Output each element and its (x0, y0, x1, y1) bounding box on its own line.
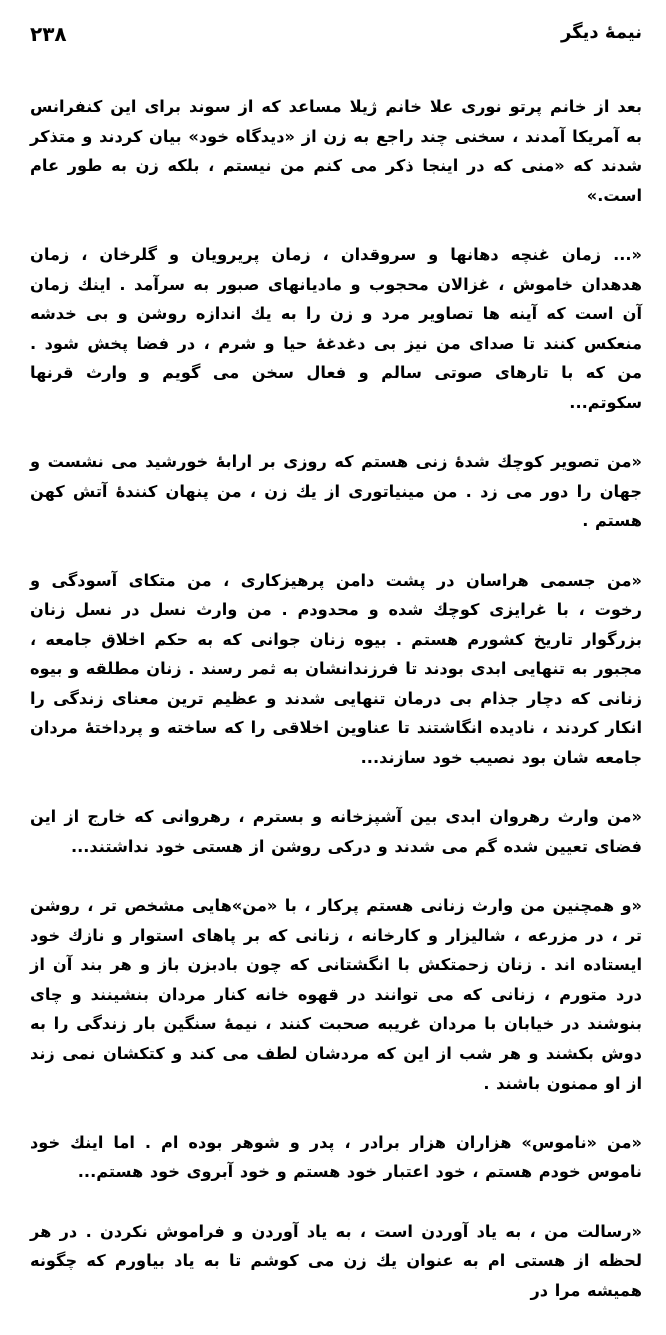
body-text (30, 92, 642, 1335)
paragraph: «من جسمی هراسان در پشت دامن پرهیزکاری ، من متکای آسودگی و رخوت ، با غرایزی کوچك شده و محدودم . من وارث نسل در نسل زنان بزرگوار تاریخ کشورم هستم . بیوه زنان جوانی که به حکم اخلاق جامعه ، مجبور به تنهایی ابدی بودند تا فرزندانشان به ثمر رسند . زنان مطلقه و بیوه زنانی که دچار جذام بی درمان تنهایی شدند و عظیم ترین معنای زندگی را انکار کردند ، نادیده انگاشتند تا عناوین اخلاقی را که ساخته و پرداختهٔ مردان جامعه شان بود نصیب خود سازند... (30, 570, 642, 768)
paragraph: «من تصویر کوچك شدهٔ زنی هستم که روزی بر ارابهٔ خورشید می نشست و جهان را دور می زد . من مینیاتوری از یك زن ، من پنهان کنندهٔ آتش کهن هستم . (30, 452, 642, 531)
paragraph: «من «ناموس» هزاران هزار برادر ، پدر و شوهر بوده ام . اما اینك خود ناموس خودم هستم ، خود اعتبار خود هستم و خود آبروی خود هستم... (30, 1132, 642, 1182)
book-title: نیمهٔ دیگر (560, 22, 642, 43)
paragraph: «رسالت من ، به یاد آوردن است ، به یاد آوردن و فراموش نکردن . در هر لحظه از هستی ام به عنوان یك زن می کوشم تا به یاد بیاورم که چگونه همیشه مرا در (30, 1221, 642, 1300)
paragraph: «... زمان غنچه دهانها و سروقدان ، زمان پریرویان و گلرخان ، زمان هدهدان خاموش ، غزالان محجوب و مادیانهای صبور به سرآمد . اینك زمان آن است که آینه ها تصاویر مرد و زن را به یك اندازه روشن و بی خدشه منعکس کنند تا صدای من نیز بی دغدغهٔ حیا و شرم ، در فضا پخش شود . من که با تارهای صوتی سالم و فعال سخن می گویم و وارث قرنها سکوتم... (30, 244, 642, 412)
book-page (30, 0, 650, 1300)
paragraph: «و همچنین من وارث زنانی هستم پرکار ، با «من»هایی مشخص تر ، روشن تر ، در مزرعه ، شالیزار و کارخانه ، زنانی که بر پاهای استوار و نازك خود ایستاده اند . زنان زحمتکش با انگشتانی که چون بادبزن باز و هر بند آن از درد متورم ، زنانی که می توانند در قهوه خانه کنار مردان بنشینند و چای بنوشند در خیابان با مردان غریبه صحبت کنند ، نیمهٔ سنگین بار زندگی را به دوش بکشند و هر شب از این که مردشان لطف می کند و کتکشان نمی زند از او ممنون باشند . (30, 896, 642, 1093)
running-head (30, 22, 642, 52)
paragraph: بعد از خانم پرتو نوری علا خانم ژیلا مساعد که از سوند برای این کنفرانس به آمریکا آمدند ، سخنی چند راجع به زن از «دیدگاه خود» بیان کردند و متذکر شدند که «منی که در اینجا ذکر می کنم من نیستم ، بلکه زن به طور عام است.» (30, 97, 642, 205)
page-number: ۲۳۸ (30, 22, 67, 46)
paragraph: «من وارث رهروان ابدی بین آشپزخانه و بسترم ، رهروانی که خارج از این فضای تعیین شده گم می شدند و درکی روشن از هستی خود نداشتند... (30, 807, 642, 856)
